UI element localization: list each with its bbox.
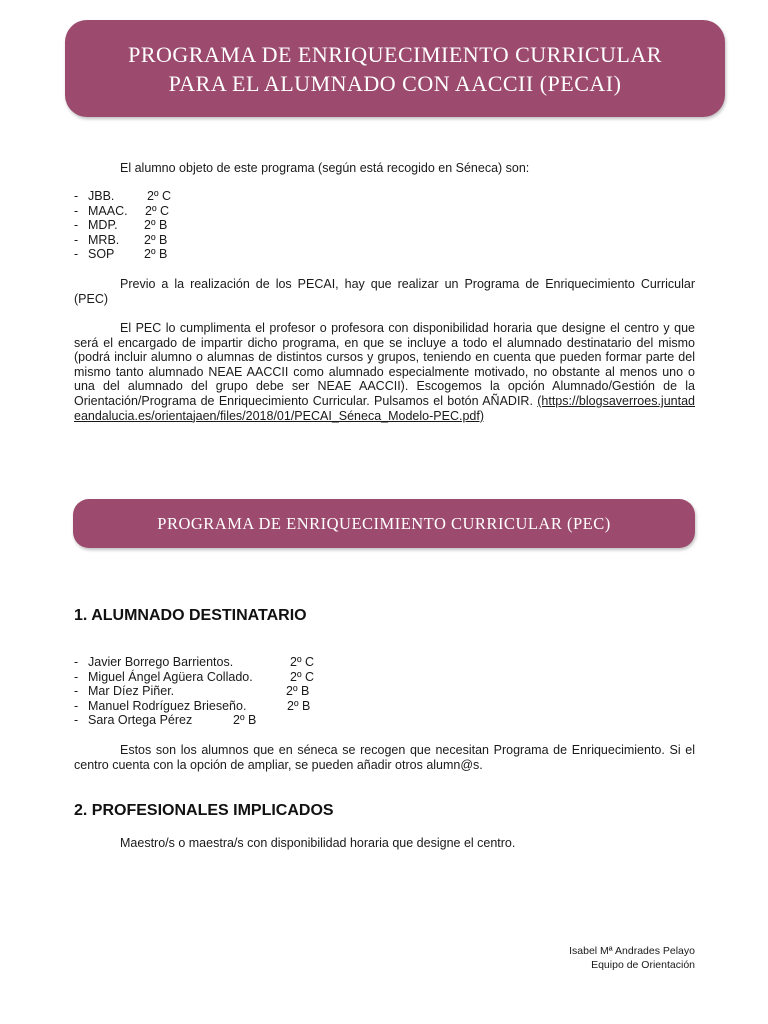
list-item [74,713,314,728]
bullet-dash: - [74,669,79,684]
student-group: 2º C [290,669,315,684]
list-item [74,670,314,685]
main-title-line2: PARA EL ALUMNADO CON AACCII (PECAI) [168,70,622,96]
bullet-dash: - [74,232,79,247]
section2-heading: 2. PROFESIONALES IMPLICADOS [74,802,334,819]
list-item [74,655,314,670]
list-item [74,218,171,233]
bullet-dash: - [74,218,79,233]
bullet-dash: - [74,713,79,728]
destinatario-student-list [74,655,314,728]
section1-paragraph: Estos son los alumnos que en séneca se recogen que necesitan Programa de Enriquecimiento. Si el centro cuenta con la opción de ampliar, se pueden añadir otros alumn@s. [74,743,695,772]
student-group: 2º B [233,713,257,728]
paragraph-pec [74,321,695,423]
main-title-line1: PROGRAMA DE ENRIQUECIMIENTO CURRICULAR [128,41,662,67]
paragraph-previo: Previo a la realización de los PECAI, hay que realizar un Programa de Enriquecimiento Curricular (PEC) [74,277,695,306]
student-group: 2º C [147,189,172,203]
pec-section-banner: PROGRAMA DE ENRIQUECIMIENTO CURRICULAR (PEC) [73,499,695,548]
bullet-dash: - [74,189,79,203]
student-code: SOP [88,247,115,262]
student-code: MAAC. [88,203,128,218]
list-item [74,204,171,219]
initial-student-list [74,189,171,262]
section1-heading: 1. ALUMNADO DESTINATARIO [74,607,307,624]
student-group: 2º B [144,232,168,247]
list-item [74,699,314,714]
student-group: 2º C [145,203,170,218]
bullet-dash: - [74,655,79,669]
student-name: Sara Ortega Pérez [88,713,193,728]
student-group: 2º B [287,698,311,713]
student-group: 2º B [286,684,310,699]
bullet-dash: - [74,203,79,218]
bullet-dash: - [74,684,79,699]
pec-model-link[interactable]: (https://blogsaverroes.juntadeandalucia.es/orientajaen/files/2018/01/PECAI_Séneca_Modelo-PEC.pdf) [74,393,695,423]
bullet-dash: - [74,698,79,713]
student-code: JBB. [88,189,115,203]
student-group: 2º B [144,218,168,233]
bullet-dash: - [74,247,79,262]
footer-author: Isabel Mª Andrades Pelayo [569,945,695,957]
footer-team: Equipo de Orientación [591,959,695,971]
list-item [74,684,314,699]
list-item [74,247,171,262]
student-name: Javier Borrego Barrientos. [88,655,234,669]
student-group: 2º B [144,247,168,262]
student-code: MDP. [88,218,118,233]
student-name: Mar Díez Piñer. [88,684,175,699]
footer-signature [569,944,695,972]
main-title-banner [65,20,725,117]
student-code: MRB. [88,232,120,247]
list-item [74,189,171,204]
section2-paragraph: Maestro/s o maestra/s con disponibilidad horaria que designe el centro. [120,836,516,850]
intro-text: El alumno objeto de este programa (según está recogido en Séneca) son: [120,161,530,175]
student-name: Manuel Rodríguez Brieseño. [88,698,247,713]
paragraph-pec-text: El PEC lo cumplimenta el profesor o profesora con disponibilidad horaria que designe el centro y que será el encargado de impartir dicho programa, en que se incluye a todo el alumnado destinatario del mismo (podrá incluir alumno o alumnas de distintos cursos y grupos, teniendo en cuenta que pueden formar parte del mismo tanto alumnado NEAE AACCII como alumnado especialmente motivado, no obstante al menos uno o una del alumnado del grupo debe ser NEAE AACCII). Escogemos la opción Alumnado/Gestión de la Orientación/Programa de Enriquecimiento Curricular. Pulsamos el botón AÑADIR. [74,321,695,408]
list-item [74,233,171,248]
student-group: 2º C [290,655,315,669]
student-name: Miguel Ángel Agüera Collado. [88,669,253,684]
